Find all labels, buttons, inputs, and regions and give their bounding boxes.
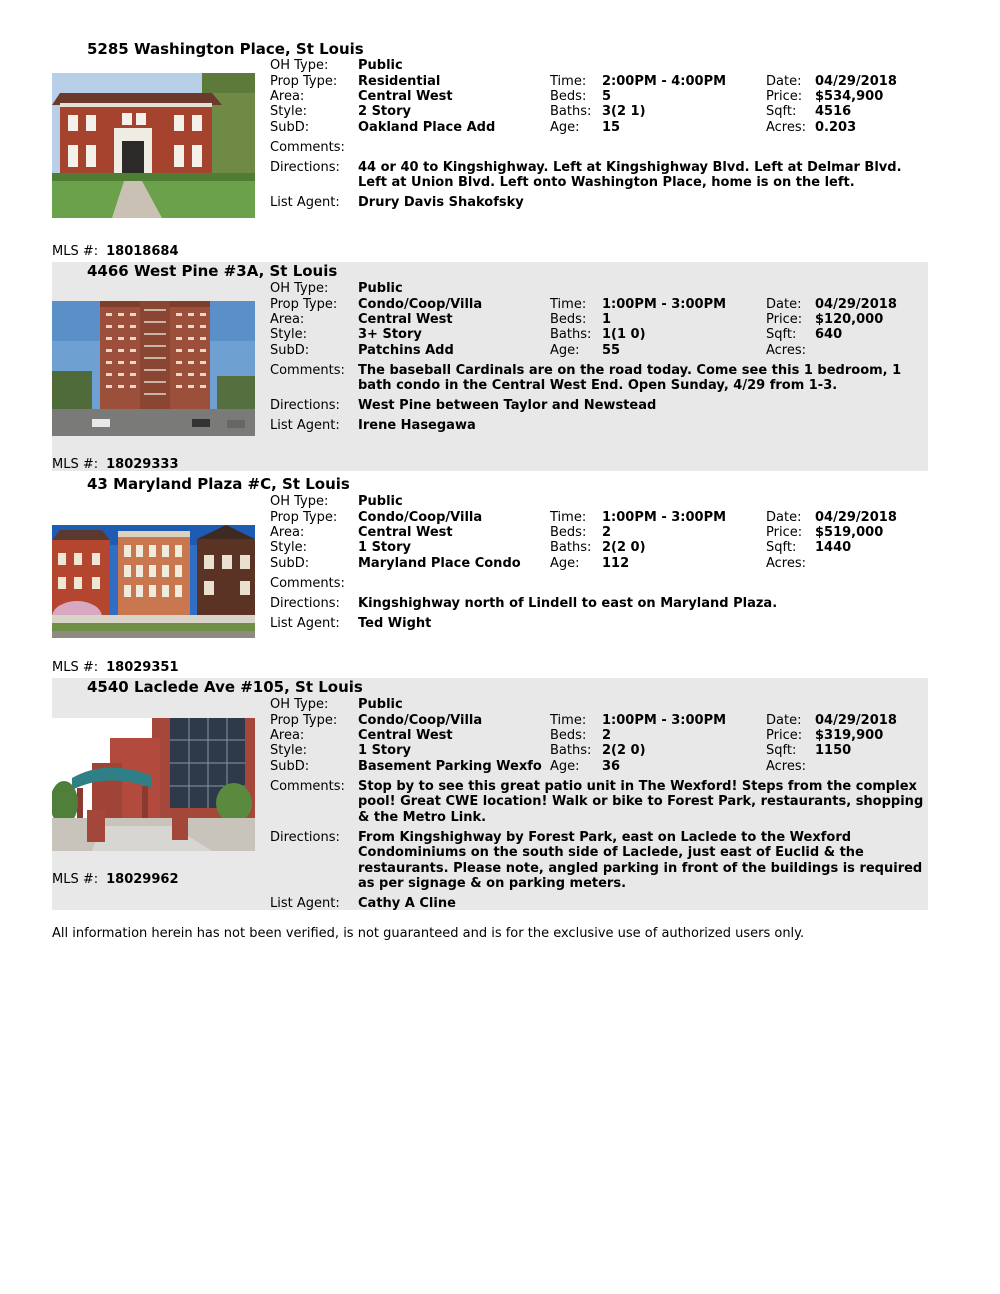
- prop-type-value: Condo/Coop/Villa: [358, 510, 483, 525]
- oh-type-value: Public: [358, 697, 403, 712]
- comments-value: Stop by to see this great patio unit in The Wexford! Steps from the complex pool! Great CWE location! Walk or bike to Forest Park, restaurants, shopping & the Metro Link.: [358, 779, 924, 825]
- directions-value: From Kingshighway by Forest Park, east on Laclede to the Wexford Condominiums on the south side of Laclede, just east of Euclid & the restaurants. Please note, angled parking in front of the buildings is required as per signage & on parking meters.: [358, 830, 923, 892]
- list-agent-label: List Agent:: [270, 616, 340, 631]
- baths-label: Baths:: [550, 743, 592, 758]
- date-value: 04/29/2018: [815, 713, 897, 728]
- listing-address[interactable]: 4466 West Pine #3A, St Louis: [87, 262, 338, 280]
- prop-type-value: Residential: [358, 74, 441, 89]
- sqft-value: 4516: [815, 104, 852, 119]
- plaza-photo-image: [52, 509, 255, 654]
- comments-label: Comments:: [270, 576, 345, 591]
- listing-address[interactable]: 4540 Laclede Ave #105, St Louis: [87, 678, 363, 696]
- age-label: Age:: [550, 556, 580, 571]
- subd-value: Maryland Place Condo: [358, 556, 521, 571]
- price-value: $319,900: [815, 728, 884, 743]
- list-agent-value: Cathy A Cline: [358, 896, 456, 911]
- comments-label: Comments:: [270, 779, 345, 794]
- sqft-label: Sqft:: [766, 540, 797, 555]
- directions-value: 44 or 40 to Kingshighway. Left at Kingshighway Blvd. Left at Delmar Blvd. Left at Union Blvd. Left onto Washington Place, home is on the left.: [358, 160, 902, 191]
- sqft-value: 1440: [815, 540, 852, 555]
- price-value: $534,900: [815, 89, 884, 104]
- prop-type-label: Prop Type:: [270, 297, 338, 312]
- date-value: 04/29/2018: [815, 74, 897, 89]
- time-label: Time:: [550, 713, 587, 728]
- beds-value: 2: [602, 525, 612, 540]
- date-label: Date:: [766, 510, 802, 525]
- mls-label: MLS #:: [52, 660, 99, 675]
- directions-value: Kingshighway north of Lindell to east on Maryland Plaza.: [358, 596, 778, 611]
- age-label: Age:: [550, 759, 580, 774]
- price-value: $120,000: [815, 312, 884, 327]
- listing-photo[interactable]: [52, 296, 255, 441]
- beds-label: Beds:: [550, 312, 587, 327]
- prop-type-label: Prop Type:: [270, 510, 338, 525]
- time-value: 1:00PM - 3:00PM: [602, 297, 727, 312]
- mls-value[interactable]: 18029351: [106, 660, 179, 675]
- price-label: Price:: [766, 312, 803, 327]
- time-value: 1:00PM - 3:00PM: [602, 713, 727, 728]
- subd-label: SubD:: [270, 556, 310, 571]
- mls-number: [52, 457, 179, 472]
- date-label: Date:: [766, 297, 802, 312]
- area-value: Central West: [358, 728, 453, 743]
- listing-card: [52, 262, 928, 471]
- time-label: Time:: [550, 74, 587, 89]
- baths-value: 3(2 1): [602, 104, 646, 119]
- directions-label: Directions:: [270, 160, 340, 175]
- baths-value: 2(2 0): [602, 743, 646, 758]
- mls-number: [52, 660, 179, 675]
- baths-value: 1(1 0): [602, 327, 646, 342]
- listing-address[interactable]: 5285 Washington Place, St Louis: [87, 40, 364, 58]
- date-value: 04/29/2018: [815, 510, 897, 525]
- age-value: 55: [602, 343, 621, 358]
- acres-label: Acres:: [766, 759, 807, 774]
- listing-card: [52, 678, 928, 910]
- acres-value: 0.203: [815, 120, 857, 135]
- area-value: Central West: [358, 312, 453, 327]
- mls-value[interactable]: 18029962: [106, 872, 179, 887]
- comments-value: The baseball Cardinals are on the road today. Come see this 1 bedroom, 1 bath condo in the Central West End. Open Sunday, 4/29 from 1-3.: [358, 363, 902, 394]
- oh-type-label: OH Type:: [270, 281, 329, 296]
- baths-label: Baths:: [550, 104, 592, 119]
- date-label: Date:: [766, 74, 802, 89]
- price-label: Price:: [766, 89, 803, 104]
- beds-value: 2: [602, 728, 612, 743]
- prop-type-label: Prop Type:: [270, 713, 338, 728]
- time-value: 2:00PM - 4:00PM: [602, 74, 727, 89]
- mls-number: [52, 872, 179, 887]
- list-agent-value: Drury Davis Shakofsky: [358, 195, 524, 210]
- mls-value[interactable]: 18018684: [106, 244, 179, 259]
- subd-label: SubD:: [270, 343, 310, 358]
- mls-label: MLS #:: [52, 457, 99, 472]
- acres-label: Acres:: [766, 120, 807, 135]
- acres-label: Acres:: [766, 343, 807, 358]
- list-agent-label: List Agent:: [270, 418, 340, 433]
- beds-value: 1: [602, 312, 612, 327]
- mls-label: MLS #:: [52, 244, 99, 259]
- area-label: Area:: [270, 728, 305, 743]
- age-value: 112: [602, 556, 630, 571]
- listing-card: [52, 38, 928, 238]
- sqft-label: Sqft:: [766, 327, 797, 342]
- oh-type-label: OH Type:: [270, 494, 329, 509]
- beds-value: 5: [602, 89, 612, 104]
- subd-value: Basement Parking Wexfo: [358, 759, 542, 774]
- area-label: Area:: [270, 312, 305, 327]
- style-value: 1 Story: [358, 743, 411, 758]
- beds-label: Beds:: [550, 728, 587, 743]
- area-label: Area:: [270, 89, 305, 104]
- age-label: Age:: [550, 343, 580, 358]
- acres-label: Acres:: [766, 556, 807, 571]
- oh-type-value: Public: [358, 494, 403, 509]
- subd-label: SubD:: [270, 759, 310, 774]
- area-label: Area:: [270, 525, 305, 540]
- listing-photo[interactable]: [52, 712, 255, 857]
- area-value: Central West: [358, 89, 453, 104]
- sqft-value: 640: [815, 327, 843, 342]
- listing-photo[interactable]: [52, 73, 255, 218]
- list-agent-label: List Agent:: [270, 195, 340, 210]
- prop-type-value: Condo/Coop/Villa: [358, 713, 483, 728]
- listing-card: [52, 475, 928, 655]
- subd-value: Oakland Place Add: [358, 120, 496, 135]
- listing-photo[interactable]: [52, 509, 255, 654]
- list-agent-value: Irene Hasegawa: [358, 418, 476, 433]
- time-label: Time:: [550, 297, 587, 312]
- list-agent-label: List Agent:: [270, 896, 340, 911]
- oh-type-label: OH Type:: [270, 58, 329, 73]
- beds-label: Beds:: [550, 89, 587, 104]
- wexford-photo-image: [52, 712, 255, 857]
- listing-address[interactable]: 43 Maryland Plaza #C, St Louis: [87, 475, 350, 493]
- baths-label: Baths:: [550, 327, 592, 342]
- oh-type-label: OH Type:: [270, 697, 329, 712]
- style-label: Style:: [270, 327, 308, 342]
- house-photo-image: [52, 73, 255, 218]
- beds-label: Beds:: [550, 525, 587, 540]
- tower-photo-image: [52, 296, 255, 441]
- time-value: 1:00PM - 3:00PM: [602, 510, 727, 525]
- baths-label: Baths:: [550, 540, 592, 555]
- directions-label: Directions:: [270, 830, 340, 845]
- prop-type-label: Prop Type:: [270, 74, 338, 89]
- subd-value: Patchins Add: [358, 343, 454, 358]
- directions-value: West Pine between Taylor and Newstead: [358, 398, 657, 413]
- comments-label: Comments:: [270, 363, 345, 378]
- list-agent-value: Ted Wight: [358, 616, 432, 631]
- price-label: Price:: [766, 525, 803, 540]
- time-label: Time:: [550, 510, 587, 525]
- sqft-label: Sqft:: [766, 104, 797, 119]
- subd-label: SubD:: [270, 120, 310, 135]
- style-value: 2 Story: [358, 104, 411, 119]
- comments-label: Comments:: [270, 140, 345, 155]
- age-label: Age:: [550, 120, 580, 135]
- oh-type-value: Public: [358, 58, 403, 73]
- style-label: Style:: [270, 540, 308, 555]
- prop-type-value: Condo/Coop/Villa: [358, 297, 483, 312]
- price-value: $519,000: [815, 525, 884, 540]
- directions-label: Directions:: [270, 596, 340, 611]
- oh-type-value: Public: [358, 281, 403, 296]
- area-value: Central West: [358, 525, 453, 540]
- style-label: Style:: [270, 104, 308, 119]
- directions-label: Directions:: [270, 398, 340, 413]
- style-value: 3+ Story: [358, 327, 422, 342]
- date-label: Date:: [766, 713, 802, 728]
- mls-number: [52, 244, 179, 259]
- disclaimer-text: All information herein has not been verified, is not guaranteed and is for the exclusive use of authorized users only.: [52, 926, 805, 941]
- baths-value: 2(2 0): [602, 540, 646, 555]
- mls-label: MLS #:: [52, 872, 99, 887]
- style-label: Style:: [270, 743, 308, 758]
- mls-value[interactable]: 18029333: [106, 457, 179, 472]
- price-label: Price:: [766, 728, 803, 743]
- age-value: 36: [602, 759, 621, 774]
- date-value: 04/29/2018: [815, 297, 897, 312]
- age-value: 15: [602, 120, 621, 135]
- sqft-label: Sqft:: [766, 743, 797, 758]
- style-value: 1 Story: [358, 540, 411, 555]
- sqft-value: 1150: [815, 743, 852, 758]
